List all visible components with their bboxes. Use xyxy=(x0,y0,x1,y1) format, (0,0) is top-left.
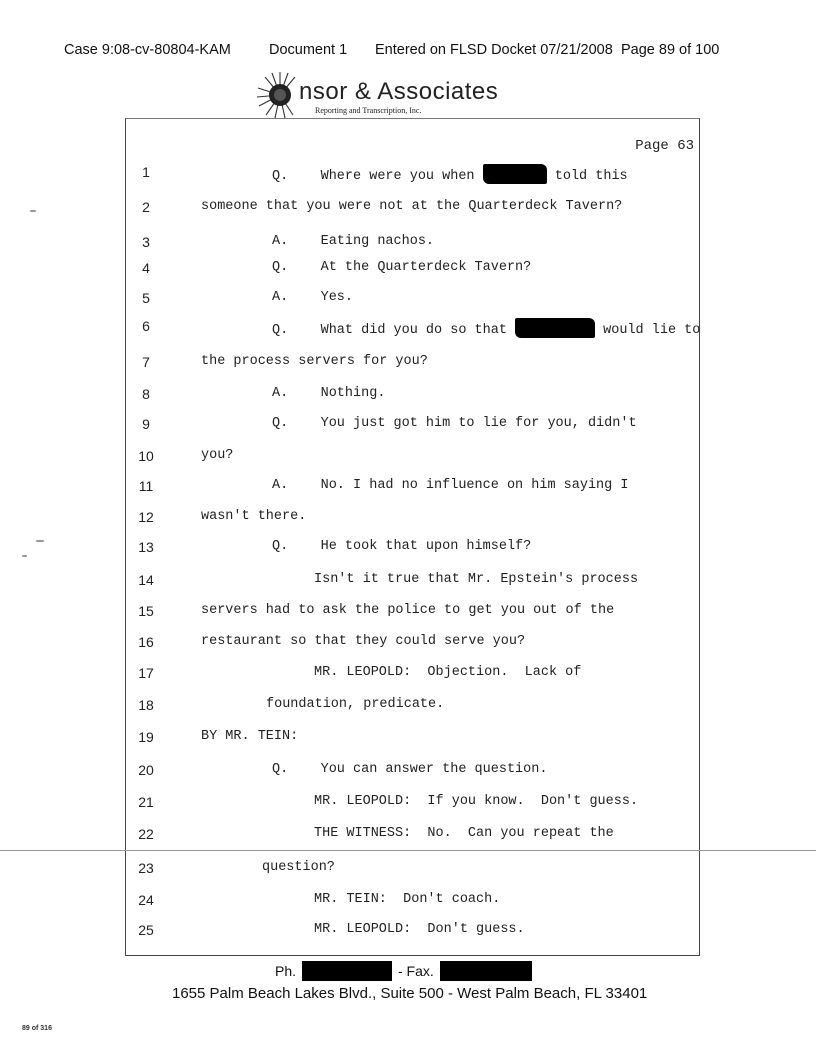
line-text: Q. You just got him to lie for you, didn't xyxy=(272,416,637,431)
line-text: question? xyxy=(262,860,335,875)
line-number: 11 xyxy=(138,478,154,494)
fax-label: - Fax. xyxy=(398,963,434,979)
line-text: servers had to ask the police to get you out of the xyxy=(201,603,615,618)
transcript-line xyxy=(0,478,816,498)
line-text: A. Eating nachos. xyxy=(272,234,435,249)
transcript-line xyxy=(0,729,816,749)
line-text: Q. He took that upon himself? xyxy=(272,539,532,554)
transcript-line xyxy=(0,290,816,310)
redaction-block xyxy=(302,961,392,981)
transcript-line xyxy=(0,892,816,912)
line-text: someone that you were not at the Quarterdeck Tavern? xyxy=(201,199,623,214)
line-text: wasn't there. xyxy=(201,509,307,524)
line-text: Q. At the Quarterdeck Tavern? xyxy=(272,260,532,275)
line-number: 8 xyxy=(142,386,150,402)
line-text: THE WITNESS: No. Can you repeat the xyxy=(314,826,614,841)
line-text: foundation, predicate. xyxy=(266,697,445,712)
line-text: MR. TEIN: Don't coach. xyxy=(314,892,501,907)
transcript-line xyxy=(0,386,816,406)
transcript-line xyxy=(0,354,816,374)
phone-label: Ph. xyxy=(275,963,297,979)
letterhead-logo xyxy=(255,76,555,124)
transcript-line xyxy=(0,539,816,559)
line-number: 15 xyxy=(138,603,154,619)
line-number: 6 xyxy=(142,318,150,334)
transcript-line xyxy=(0,665,816,685)
line-text: A. No. I had no influence on him saying I xyxy=(272,478,629,493)
line-number: 18 xyxy=(138,697,154,713)
line-number: 16 xyxy=(138,634,154,650)
line-number: 10 xyxy=(138,448,154,464)
transcript-line xyxy=(0,603,816,623)
transcript-line xyxy=(0,826,816,846)
line-number: 7 xyxy=(142,354,150,370)
transcript-line xyxy=(0,860,816,880)
company-tagline: Reporting and Transcription, Inc. xyxy=(315,106,422,115)
transcript-page-number: Page 63 xyxy=(635,138,694,154)
line-text: A. Yes. xyxy=(272,290,354,305)
line-text: MR. LEOPOLD: Don't guess. xyxy=(314,922,525,937)
company-name: nsor & Associates xyxy=(299,78,499,105)
transcript-line xyxy=(0,234,816,254)
line-number: 22 xyxy=(138,826,154,842)
redaction-block xyxy=(483,164,547,184)
docket-entry: Entered on FLSD Docket 07/21/2008 xyxy=(375,42,613,58)
line-text: you? xyxy=(201,448,234,463)
line-number: 13 xyxy=(138,539,154,555)
transcript-line xyxy=(0,199,816,219)
line-text: the process servers for you? xyxy=(201,354,428,369)
transcript-line xyxy=(0,922,816,942)
case-number: Case 9:08-cv-80804-KAM xyxy=(64,42,231,58)
scan-speck xyxy=(30,210,36,212)
page-stamp: 89 of 316 xyxy=(22,1025,52,1032)
transcript-line xyxy=(0,794,816,814)
transcript-line xyxy=(0,260,816,280)
redaction-block xyxy=(515,318,595,338)
transcript-line xyxy=(0,634,816,654)
transcript-line xyxy=(0,509,816,529)
line-number: 12 xyxy=(138,509,154,525)
line-text: MR. LEOPOLD: Objection. Lack of xyxy=(314,665,582,680)
line-text: BY MR. TEIN: xyxy=(201,729,299,744)
redaction-block xyxy=(440,961,532,981)
scan-speck xyxy=(36,540,44,542)
transcript-line xyxy=(0,697,816,717)
line-number: 17 xyxy=(138,665,154,681)
line-text: Q. Where were you when told this xyxy=(272,164,628,184)
document-number: Document 1 xyxy=(269,42,348,58)
scan-speck xyxy=(22,555,27,557)
line-number: 2 xyxy=(142,199,150,215)
line-number: 21 xyxy=(138,794,154,810)
line-text: MR. LEOPOLD: If you know. Don't guess. xyxy=(314,794,639,809)
line-number: 19 xyxy=(138,729,154,745)
line-number: 5 xyxy=(142,290,150,306)
line-text: Q. You can answer the question. xyxy=(272,762,548,777)
transcript-line xyxy=(0,572,816,592)
line-number: 4 xyxy=(142,260,150,276)
line-number: 9 xyxy=(142,416,150,432)
filing-page-number: Page 89 of 100 xyxy=(621,42,720,58)
line-text: A. Nothing. xyxy=(272,386,386,401)
line-number: 25 xyxy=(138,922,154,938)
line-text: restaurant so that they could serve you? xyxy=(201,634,526,649)
line-text: Q. What did you do so that would lie to xyxy=(272,318,700,338)
transcript-line xyxy=(0,762,816,782)
transcript-line xyxy=(0,416,816,436)
line-number: 1 xyxy=(142,164,150,180)
line-number: 14 xyxy=(138,572,154,588)
line-number: 20 xyxy=(138,762,154,778)
line-number: 24 xyxy=(138,892,154,908)
line-number: 23 xyxy=(138,860,154,876)
line-text: Isn't it true that Mr. Epstein's process xyxy=(314,572,639,587)
scan-rule xyxy=(0,850,816,851)
transcript-line xyxy=(0,318,816,338)
sunburst-logo-icon xyxy=(255,70,305,120)
transcript-line xyxy=(0,448,816,468)
transcript-line xyxy=(0,164,816,184)
line-number: 3 xyxy=(142,234,150,250)
footer-address: 1655 Palm Beach Lakes Blvd., Suite 500 - West Palm Beach, FL 33401 xyxy=(172,985,648,1002)
